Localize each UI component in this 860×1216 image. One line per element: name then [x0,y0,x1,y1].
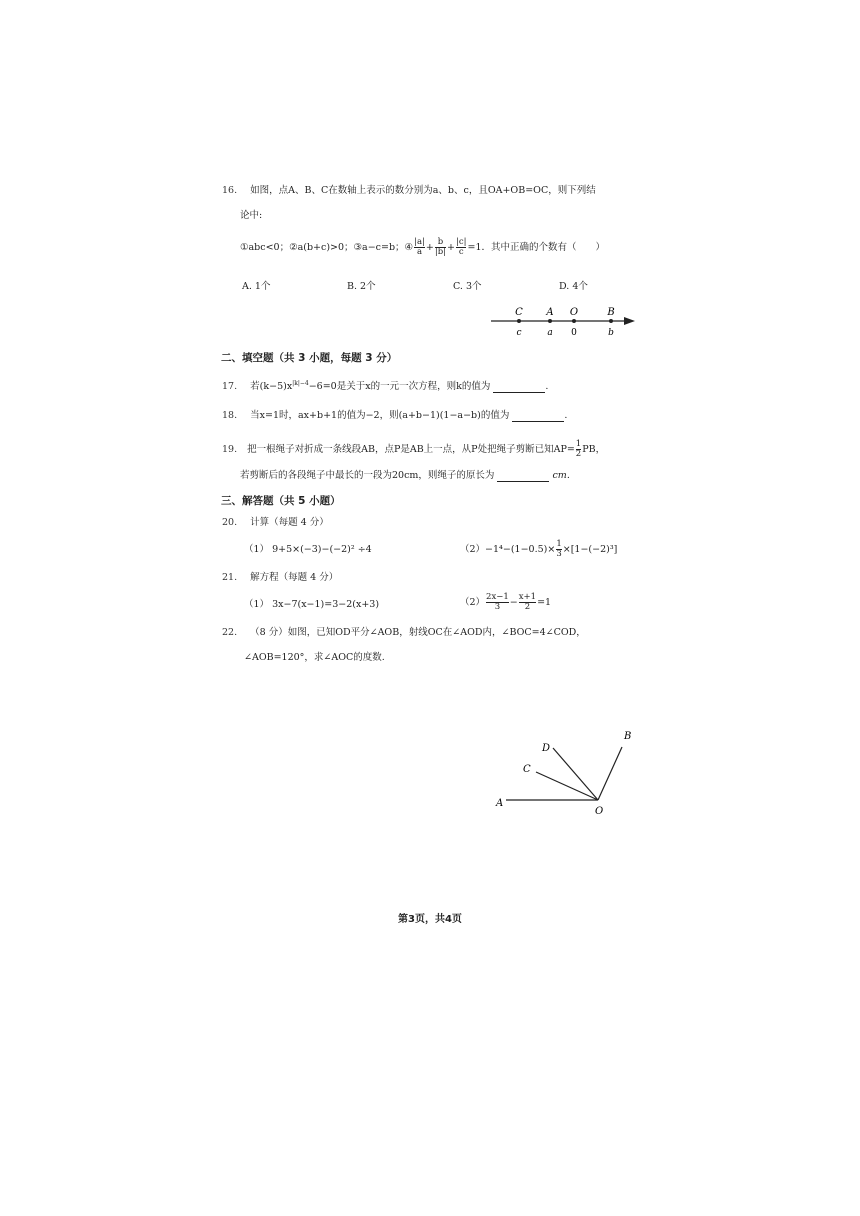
q19-line2-text: 若剪断后的各段绳子中最长的一段为20cm，则绳子的原长为 [240,470,495,481]
point-c [517,319,521,323]
label-a-top: A [546,307,554,318]
q21-p2-end: =1 [537,596,552,608]
frac-den: 2 [575,449,582,459]
q21-p2-minus: − [509,596,518,608]
point-b [609,319,613,323]
arrow-right-icon [624,317,635,325]
q16-line2: 论中: [240,210,263,221]
q22-text-1: （8 分）如图，已知OD平分∠AOB，射线OC在∠AOD内，∠BOC=4∠COD， [250,627,586,638]
ray-od [553,748,598,800]
q18-answer-blank[interactable] [512,411,564,422]
point-a [548,319,552,323]
q20-header [222,517,329,529]
q17-end: . [545,381,549,393]
q17-text-a: 若(k−5)x [250,381,293,393]
fraction-one-third [556,540,561,559]
frac-den: c [458,247,464,257]
q22-number: 22. [222,627,238,638]
q19-text-a: 把一根绳子对折成一条线段AB，点P是AB上一点，从P处把绳子剪断已知AP= [247,443,575,455]
frac-den: |b| [434,247,447,257]
q21-p2-label: （2） [460,596,486,608]
page-footer: 第3页，共4页 [398,914,462,925]
q20-p2-label: （2） [460,543,486,555]
fraction-abs-a-over-a [414,238,425,257]
q17 [222,378,548,393]
fraction-b-over-abs-b [435,238,446,257]
frac-num: |c| [455,237,467,247]
q17-answer-blank[interactable] [493,382,545,393]
q19-number: 19. [222,443,238,455]
ray-ob [598,747,622,800]
label-c: C [523,764,531,775]
fraction-one-half [576,440,581,459]
q17-text-b: −6=0是关于x的一元一次方程，则k的值为 [308,381,491,393]
q21-title: 解方程（每题 4 分） [250,572,339,583]
q16-option-b: B. 2个 [347,281,376,292]
q16-statements-end: =1．其中正确的个数有（ ） [467,241,605,253]
q20-part-1 [244,544,372,556]
q16-statements: ①abc<0；②a(b+c)>0；③a−c=b；④ |a| a + b |b| + |c| c =1．其中正确的个数有（ ） [240,237,605,257]
q16-statements-text: ①abc<0；②a(b+c)>0；③a−c=b；④ [240,241,414,253]
ray-oc [536,772,598,800]
label-b: B [624,731,632,742]
q20-p2-expression-a: −1⁴−(1−0.5)× [485,543,556,555]
q20-p2-expression-b: ×[1−(−2)³] [562,543,618,555]
q19-line1 [222,440,605,459]
label-o-bottom: 0 [571,328,577,338]
q21-p1-equation: 3x−7(x−1)=3−2(x+3) [272,599,380,610]
number-line-figure [485,302,640,338]
q22-line2: ∠AOB=120°，求∠AOC的度数. [244,652,385,663]
angle-figure [488,725,638,821]
frac-num: 2x−1 [486,592,509,602]
q16-number: 16. [222,185,238,196]
q20-title: 计算（每题 4 分） [250,517,329,528]
q21-p1-label: （1） [244,599,270,610]
q18-text: 当x=1时，ax+b+1的值为−2，则(a+b−1)(1−a−b)的值为 [250,410,510,421]
section-3-title: 三、解答题（共 5 小题） [221,495,341,507]
frac-num: 1 [556,539,562,549]
q16-text: 如图，点A、B、C在数轴上表示的数分别为a、b、c，且OA+OB=OC，则下列结 [250,185,596,196]
label-c-top: C [515,307,523,318]
q20-number: 20. [222,517,238,528]
q18 [222,410,567,422]
q19-unit: cm. [552,470,570,481]
q21-header [222,572,338,584]
q20-p1-expression: 9+5×(−3)−(−2)² ÷4 [272,544,372,555]
q17-number: 17. [222,381,238,393]
label-c-bottom: c [516,328,522,338]
section-2-title: 二、填空题（共 3 小题，每题 3 分） [221,352,398,364]
label-o: O [595,806,604,817]
label-b-bottom: b [608,328,614,338]
label-a-bottom: a [547,328,553,338]
q16-option-c: C. 3个 [453,281,482,292]
frac-num: |a| [414,237,425,247]
q21-part-1 [244,599,379,611]
frac-num: 1 [575,439,582,449]
q21-part-2 [460,593,551,612]
label-a: A [496,798,504,809]
q18-number: 18. [222,410,238,421]
point-o [572,319,576,323]
frac-den: a [416,247,423,257]
fraction-abs-c-over-c [456,238,467,257]
q16-option-a: A. 1个 [242,281,271,292]
q16-line1 [222,185,596,197]
q16-option-d: D. 4个 [559,281,588,292]
q19-text-b: PB， [582,443,606,455]
q19-answer-blank[interactable] [497,471,549,482]
q17-exponent: |k|−4 [292,380,309,387]
q18-end: . [564,410,568,421]
q19-line2 [240,470,570,482]
frac-den: 3 [494,602,501,612]
label-d: D [542,743,551,754]
label-o-top: O [569,307,579,318]
frac-num: b [437,237,444,247]
frac-den: 3 [556,549,562,559]
q21-number: 21. [222,572,238,583]
fraction-2x-minus-1-over-3 [486,593,509,612]
q22-line1 [222,627,586,639]
q20-p1-label: （1） [244,544,270,555]
fraction-x-plus-1-over-2 [519,593,536,612]
frac-den: 2 [524,602,531,612]
q20-part-2 [460,540,617,559]
label-b-top: B [607,307,615,318]
frac-num: x+1 [518,592,537,602]
